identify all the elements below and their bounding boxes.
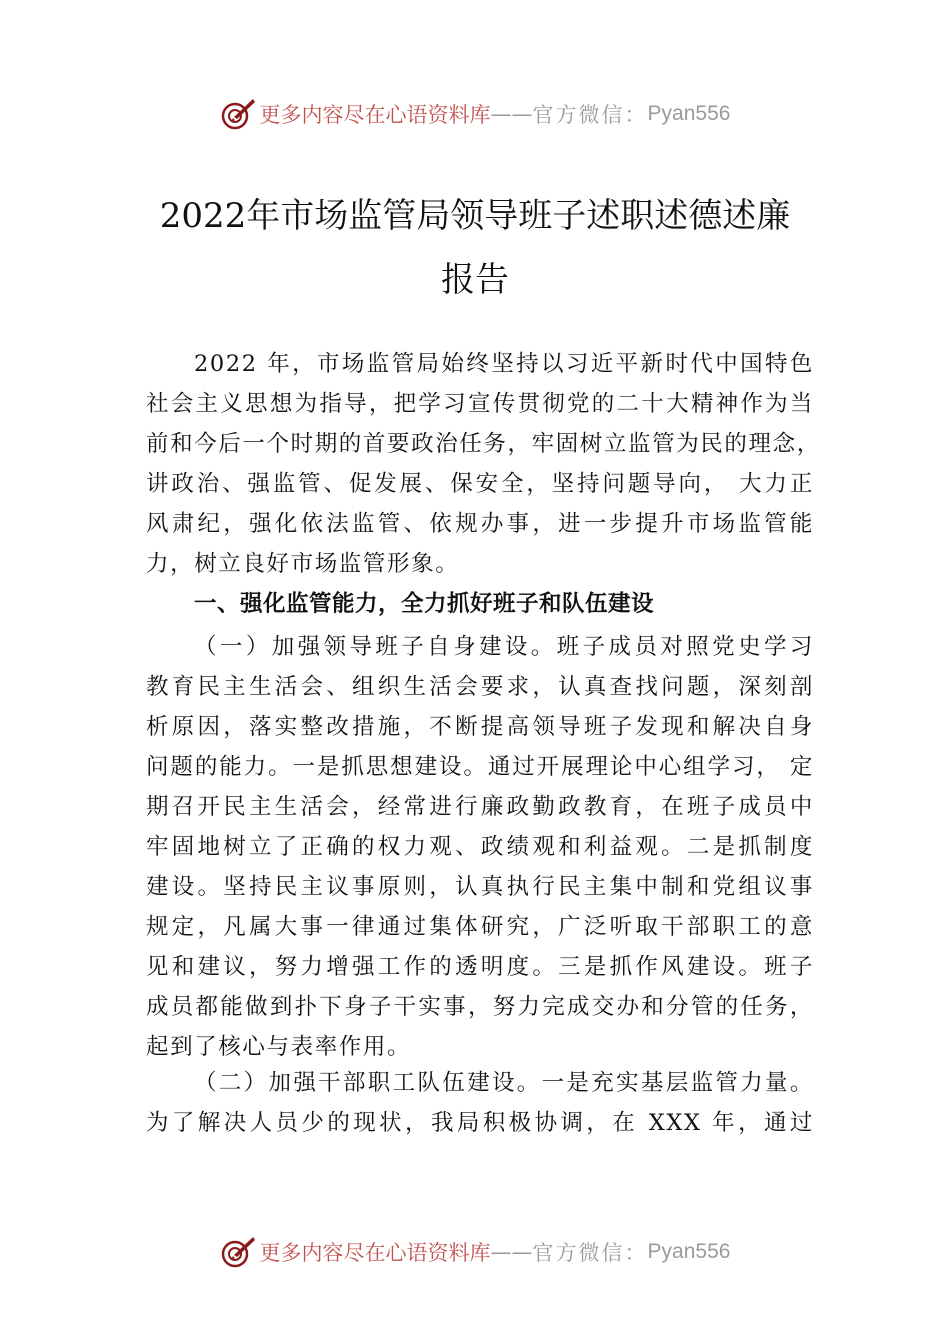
- text-line: 问题的能力。一是抓思想建设。通过开展理论中心组学习， 定: [146, 754, 814, 780]
- banner-wechat-label: 官方微信：: [532, 1241, 648, 1265]
- text-line: 起到了核心与表率作用。: [146, 1034, 412, 1060]
- text-line: （一）加强领导班子自身建设。班子成员对照党史学习: [194, 634, 814, 660]
- banner-wechat-label: 官方微信：: [532, 103, 648, 127]
- banner-account: Pyan556: [647, 1240, 731, 1263]
- text-line: 力，树立良好市场监管形象。: [146, 551, 460, 577]
- banner-text: 更多内容尽在心语资料库: [259, 103, 491, 127]
- banner-dash: ——: [490, 1240, 533, 1264]
- text-line: （二）加强干部职工队伍建设。一是充实基层监管力量。: [194, 1070, 814, 1096]
- text-line: 建设。坚持民主议事原则，认真执行民主集中制和党组议事: [146, 874, 814, 900]
- document-title-line-1: 2022年市场监管局领导班子述职述德述廉: [159, 196, 791, 236]
- header-banner: [0, 96, 950, 132]
- section-heading-block: [146, 584, 814, 624]
- text-line: 教育民主生活会、组织生活会要求，认真查找问题，深刻剖: [146, 674, 814, 700]
- banner-dash: ——: [490, 102, 533, 126]
- text-line: 风肃纪，强化依法监管、依规办事，进一步提升市场监管能: [146, 511, 814, 537]
- text-line: 规定，凡属大事一律通过集体研究，广泛听取干部职工的意: [146, 914, 814, 940]
- section-heading: 一、强化监管能力，全力抓好班子和队伍建设: [194, 591, 655, 617]
- text-line: 成员都能做到扑下身子干实事，努力完成交办和分管的任务，: [146, 994, 814, 1020]
- text-line: 牢固地树立了正确的权力观、政绩观和利益观。二是抓制度: [146, 834, 814, 860]
- text-line: 期召开民主生活会，经常进行廉政勤政教育，在班子成员中: [146, 794, 814, 820]
- text-line: 社会主义思想为指导，把学习宣传贯彻党的二十大精神作为当: [146, 391, 814, 417]
- document-title-line-2: 报告: [441, 260, 509, 300]
- text-line: 2022 年，市场监管局始终坚持以习近平新时代中国特色: [194, 351, 814, 377]
- text-line: 为了解决人员少的现状，我局积极协调，在 XXX 年，通过: [146, 1110, 814, 1136]
- pen-logo-icon: [220, 96, 256, 132]
- footer-banner: [0, 1234, 950, 1270]
- paragraph-intro: [146, 344, 821, 584]
- text-line: 见和建议，努力增强工作的透明度。三是抓作风建设。班子: [146, 954, 814, 980]
- banner-account: Pyan556: [647, 102, 731, 125]
- banner-text: 更多内容尽在心语资料库: [259, 1241, 491, 1265]
- text-line: 前和今后一个时期的首要政治任务，牢固树立监管为民的理念，: [146, 431, 821, 457]
- text-line: 讲政治、强监管、促发展、保安全，坚持问题导向， 大力正: [146, 471, 814, 497]
- pen-logo-icon: [220, 1234, 256, 1270]
- paragraph-leadership: [146, 627, 814, 1067]
- text-line: 析原因，落实整改措施，不断提高领导班子发现和解决自身: [146, 714, 814, 740]
- paragraph-staff: [146, 1063, 814, 1143]
